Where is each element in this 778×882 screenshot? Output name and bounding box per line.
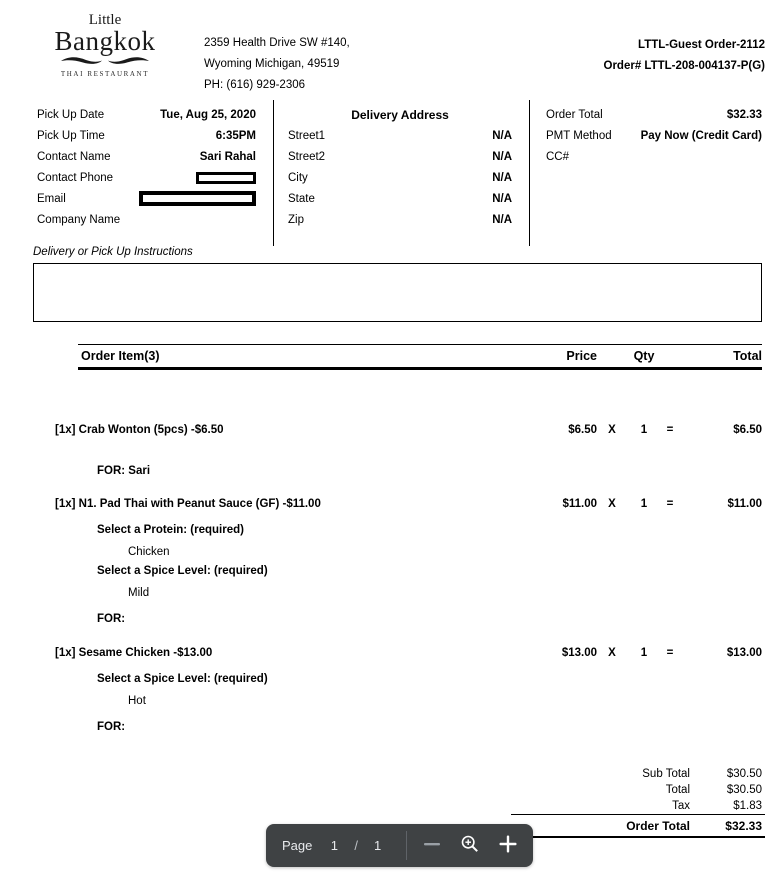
field-value: N/A (492, 192, 512, 205)
multiply-sign: X (608, 647, 616, 659)
order-number: Order# LTTL-208-004137-P(G) (603, 60, 765, 72)
items-table-header (78, 344, 762, 370)
pickup-date-row (37, 104, 256, 125)
field-label: State (288, 192, 315, 205)
cc-number-row (546, 146, 762, 167)
page-number-input[interactable]: 1 (330, 838, 338, 853)
subtotal-row (511, 766, 765, 782)
order-reference-block (604, 35, 765, 77)
order-item-row (55, 646, 762, 660)
item-total: $11.00 (727, 498, 762, 510)
total-label: Total (665, 784, 690, 796)
field-label: CC# (546, 150, 570, 163)
zoom-in-button[interactable] (495, 833, 521, 859)
total-label: Tax (672, 800, 690, 812)
item-option-value: Mild (128, 587, 150, 599)
contact-name-row (37, 146, 256, 167)
multiply-sign: X (608, 424, 616, 436)
total-value: $30.50 (726, 768, 762, 780)
item-price: $6.50 (568, 424, 597, 436)
total-value: $30.50 (726, 784, 762, 796)
zoom-button[interactable] (457, 833, 483, 859)
item-price: $13.00 (561, 647, 597, 659)
field-value: N/A (492, 150, 512, 163)
city-row (288, 167, 512, 188)
page-label: Page (282, 838, 313, 853)
restaurant-logo (52, 13, 158, 78)
item-option-label: Select a Protein: (required) (97, 524, 244, 536)
field-value: N/A (492, 213, 512, 226)
pdf-viewer-toolbar (266, 824, 533, 867)
order-total-value: $32.33 (725, 818, 762, 833)
item-name: [1x] Sesame Chicken -$13.00 (55, 647, 213, 659)
redaction-bar (139, 191, 256, 206)
item-for-label: FOR: (97, 721, 126, 733)
magnifier-plus-icon (460, 834, 480, 857)
page-navigation (266, 838, 406, 853)
item-option-label: Select a Spice Level: (required) (97, 673, 268, 685)
email-row (37, 188, 256, 209)
guest-order-id: LTTL-Guest Order-2112 (638, 39, 765, 51)
field-label: Company Name (37, 213, 121, 226)
plus-icon (498, 834, 518, 857)
logo-word-little: Little (88, 12, 122, 28)
field-label: Pick Up Time (37, 129, 105, 142)
field-label: City (288, 171, 308, 184)
field-value: Tue, Aug 25, 2020 (160, 108, 256, 121)
total-value: $1.83 (733, 800, 762, 812)
field-label: PMT Method (546, 129, 612, 142)
tax-row (511, 798, 765, 814)
delivery-address-title: Delivery Address (351, 107, 449, 122)
item-price: $11.00 (562, 498, 597, 510)
delivery-address-column (273, 100, 529, 246)
order-total-row (546, 104, 762, 125)
field-label: Street2 (288, 150, 326, 163)
field-value: $32.33 (726, 108, 762, 121)
field-label: Contact Phone (37, 171, 114, 184)
items-header-price: Price (566, 349, 597, 363)
state-row (288, 188, 512, 209)
item-name: [1x] Crab Wonton (5pcs) -$6.50 (55, 424, 224, 436)
item-total: $13.00 (726, 647, 762, 659)
item-for-label: FOR: (97, 613, 126, 625)
total-label: Sub Total (642, 768, 690, 780)
minus-icon (423, 835, 441, 856)
field-label: Email (37, 192, 66, 205)
order-total-label: Order Total (626, 818, 690, 833)
item-option-label: Select a Spice Level: (required) (97, 565, 268, 577)
restaurant-address (204, 33, 350, 96)
equals-sign: = (666, 424, 674, 436)
redaction-bar (196, 172, 256, 184)
logo-swash-icon (59, 55, 151, 66)
field-label: Order Total (546, 108, 603, 121)
equals-sign: = (666, 498, 674, 510)
field-label: Contact Name (37, 150, 111, 163)
order-info-section (33, 100, 765, 246)
street2-row (288, 146, 512, 167)
item-total: $6.50 (733, 424, 762, 436)
item-name: [1x] N1. Pad Thai with Peanut Sauce (GF) -$11.00 (55, 498, 321, 510)
totals-section (511, 766, 765, 838)
order-items-table (55, 344, 762, 744)
multiply-sign: X (608, 498, 616, 510)
zoom-controls (407, 833, 533, 859)
items-header-total: Total (733, 349, 762, 363)
pickup-info-column (33, 100, 273, 246)
field-value: Pay Now (Credit Card) (640, 129, 762, 142)
logo-tagline: THAI RESTAURANT (60, 70, 150, 78)
payment-info-column (529, 100, 765, 246)
logo-word-bangkok: Bangkok (54, 26, 156, 56)
street1-row (288, 125, 512, 146)
order-item-row (55, 423, 762, 437)
field-value: N/A (492, 129, 512, 142)
item-option-value: Hot (128, 695, 146, 707)
order-total-grand-row (511, 814, 765, 838)
field-value: N/A (492, 171, 512, 184)
pickup-time-row (37, 125, 256, 146)
contact-phone-row (37, 167, 256, 188)
field-label: Pick Up Date (37, 108, 105, 121)
item-qty: 1 (640, 424, 648, 436)
instructions-box (33, 263, 762, 322)
order-item-row (55, 497, 762, 511)
company-name-row (37, 209, 256, 230)
page-total: 1 (374, 838, 382, 853)
item-qty: 1 (640, 647, 648, 659)
pmt-method-row (546, 125, 762, 146)
field-value: Sari Rahal (199, 150, 256, 163)
equals-sign: = (666, 647, 674, 659)
page-separator: / (354, 838, 358, 853)
item-for-label: FOR: Sari (97, 465, 151, 477)
item-option-value: Chicken (128, 546, 170, 558)
item-qty: 1 (640, 498, 648, 510)
address-line: PH: (616) 929-2306 (204, 79, 306, 91)
instructions-label: Delivery or Pick Up Instructions (33, 246, 193, 258)
field-label: Zip (288, 213, 304, 226)
items-header-qty: Qty (633, 349, 655, 363)
field-value: 6:35PM (215, 129, 256, 142)
items-header-name: Order Item(3) (81, 349, 160, 363)
zoom-out-button[interactable] (419, 833, 445, 859)
total-row (511, 782, 765, 798)
address-line: 2359 Health Drive SW #140, (204, 37, 350, 49)
address-line: Wyoming Michigan, 49519 (204, 58, 340, 70)
zip-row (288, 209, 512, 230)
field-label: Street1 (288, 129, 326, 142)
